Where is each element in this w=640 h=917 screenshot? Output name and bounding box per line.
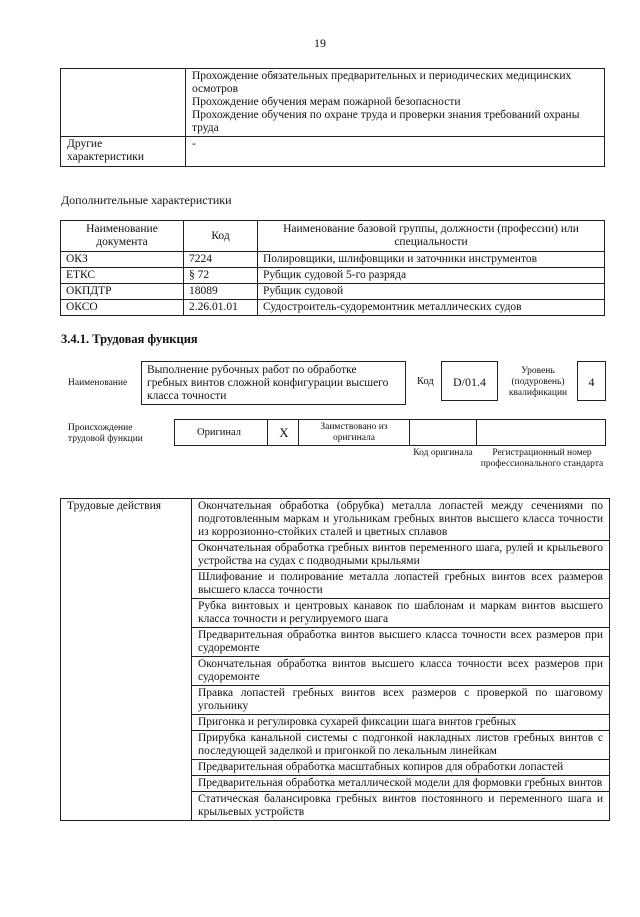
doc-code: 2.26.01.01 — [184, 300, 258, 316]
function-name-box: Выполнение рубочных работ по обработке гребных винтов сложной конфигурации высшего класса точности — [141, 361, 406, 405]
doc-name: ОКСО — [61, 300, 184, 316]
additional-characteristics-table — [60, 220, 605, 316]
labor-action-item: Рубка винтовых и центровых канавок по шаблонам и маркам винтов высшего класса точности и регулируемого шага — [192, 599, 610, 628]
table-row — [61, 300, 605, 316]
requirement-item: Прохождение обязательных предварительных и периодических медицинских осмотров — [192, 70, 572, 95]
labor-action-item: Предварительная обработка масштабных копиров для обработки лопастей — [192, 760, 610, 776]
labor-actions-label: Трудовые действия — [61, 499, 192, 821]
doc-group: Рубщик судовой — [258, 284, 605, 300]
requirement-item: Прохождение обучения мерам пожарной безопасности — [192, 96, 461, 108]
doc-group: Полировщики, шлифовщики и заточники инструментов — [258, 252, 605, 268]
page-number: 19 — [314, 36, 326, 50]
doc-code: § 72 — [184, 268, 258, 284]
original-code-cell — [409, 419, 477, 446]
row-label — [61, 69, 186, 137]
row-label: Другие характеристики — [61, 137, 186, 167]
labor-action-item: Предварительная обработка металлической модели для формовки гребных винтов — [192, 776, 610, 792]
labor-action-item: Правка лопастей гребных винтов всех размеров с проверкой по шаговому угольнику — [192, 686, 610, 715]
table-row — [61, 268, 605, 284]
other-characteristics-value: - — [186, 137, 605, 167]
table-row — [61, 252, 605, 268]
labor-action-item: Прирубка канальной системы с подгонкой накладных листов гребных винтов с последующей заделкой и пригонкой по лекальным линейкам — [192, 731, 610, 760]
level-label: Уровень (подуровень) квалификации — [508, 366, 568, 398]
table-row — [61, 137, 605, 167]
top-requirements-table — [60, 68, 605, 167]
header-document: Наименование документа — [61, 221, 184, 252]
doc-name: ОКЗ — [61, 252, 184, 268]
doc-name: ОКПДТР — [61, 284, 184, 300]
function-code-box: D/01.4 — [441, 361, 498, 401]
labor-action-item: Пригонка и регулировка сухарей фиксации шага винтов гребных — [192, 715, 610, 731]
table-row — [61, 69, 605, 137]
table-row — [61, 499, 610, 541]
additional-title: Дополнительные характеристики — [61, 193, 232, 207]
name-label: Наименование — [68, 378, 128, 388]
doc-group: Судостроитель-судоремонтник металлических судов — [258, 300, 605, 316]
requirements-cell — [186, 69, 605, 137]
labor-action-item: Статическая балансировка гребных винтов постоянного и переменного шага и крыльевых устройств — [192, 792, 610, 821]
doc-code: 7224 — [184, 252, 258, 268]
orig-code-label: Код оригинала — [413, 448, 473, 458]
code-label: Код — [417, 376, 434, 387]
header-code: Код — [184, 221, 258, 252]
original-mark: X — [267, 419, 300, 446]
original-label: Оригинал — [197, 427, 241, 438]
labor-action-item: Предварительная обработка винтов высшего класса точности всех размеров при судоремонте — [192, 628, 610, 657]
requirement-item: Прохождение обучения по охране труда и проверки знания требований охраны труда — [192, 109, 580, 134]
reg-number-label: Регистрационный номер профессионального стандарта — [480, 448, 604, 469]
labor-action-item: Шлифование и полирование металла лопастей гребных винтов всех размеров высшего класса точности — [192, 570, 610, 599]
labor-actions-table — [60, 498, 610, 821]
labor-action-item: Окончательная обработка винтов высшего класса точности всех размеров при судоремонте — [192, 657, 610, 686]
borrowed-cell: Заимствовано из оригинала — [298, 419, 410, 446]
table-row — [61, 284, 605, 300]
table-header-row — [61, 221, 605, 252]
level-value-box: 4 — [577, 361, 606, 401]
reg-number-cell — [476, 419, 606, 446]
origin-label: Происхождение трудовой функции — [68, 423, 143, 444]
doc-code: 18089 — [184, 284, 258, 300]
labor-action-item: Окончательная обработка (обрубка) металла лопастей между сечениями по подготовленным маркам и угольникам гребных винтов высшего класса точности из коррозионно-стойких сталей и цветных сплавов — [192, 499, 610, 541]
labor-action-item: Окончательная обработка гребных винтов переменного шага, рулей и крыльевого устройства на судах с подводными крыльями — [192, 541, 610, 570]
section-title: 3.4.1. Трудовая функция — [61, 332, 198, 346]
doc-name: ЕТКС — [61, 268, 184, 284]
doc-group: Рубщик судовой 5-го разряда — [258, 268, 605, 284]
header-group: Наименование базовой группы, должности (профессии) или специальности — [258, 221, 605, 252]
